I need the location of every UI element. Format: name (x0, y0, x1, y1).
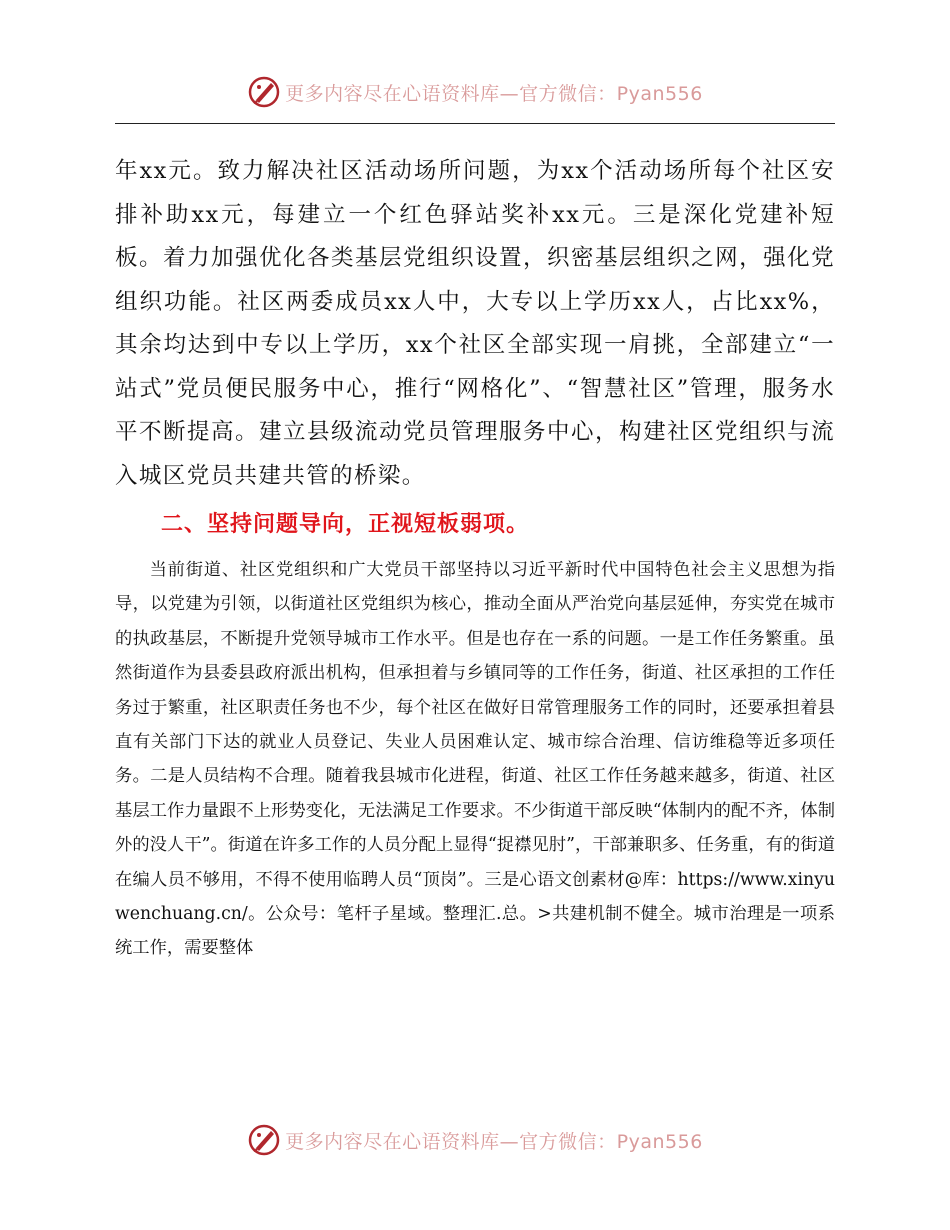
section-heading: 二、坚持问题导向，正视短板弱项。 (161, 512, 530, 537)
body-paragraph: 当前街道、社区党组织和广大党员干部坚持以习近平新时代中国特色社会主义思想为指导，以党建为引领，以街道社区党组织为核心，推动全面从严治党向基层延伸，夯实党在城市的执政基层，不断提升党领导城市工作水平。但是也存在一系的问题。一是工作任务繁重。虽然街道作为县委县政府派出机构，但承担着与乡镇同等的工作任务，街道、社区承担的工作任务过于繁重，社区职责任务也不少，每个社区在做好日常管理服务工作的同时，还要承担着县直有关部门下达的就业人员登记、失业人员困难认定、城市综合治理、信访维稳等近多项任务。二是人员结构不合理。随着我县城市化进程，街道、社区工作任务越来越多，街道、社区基层工作力量跟不上形势变化，无法满足工作要求。不少街道干部反映“体制内的配不齐，体制外的没人干”。街道在许多工作的人员分配上显得“捉襟见肘”，干部兼职多、任务重，有的街道在编人员不够用，不得不使用临聘人员“顶岗”。三是心语文创素材@库：https://www.xinyuwenchuang.cn/。公众号：笔杆子星域。整理汇.总。>共建机制不健全。城市治理是一项系统工作，需要整体 (115, 560, 835, 959)
footer-banner (0, 1120, 950, 1160)
header-divider (115, 123, 835, 124)
pen-seal-logo-icon (247, 75, 281, 109)
pen-seal-logo-icon (247, 1123, 281, 1157)
document-body (115, 150, 835, 966)
footer-banner-text: 更多内容尽在心语资料库—官方微信：Pyan556 (285, 1130, 703, 1153)
header-banner-text: 更多内容尽在心语资料库—官方微信：Pyan556 (285, 82, 703, 105)
intro-paragraph: 年xx元。致力解决社区活动场所问题，为xx个活动场所每个社区安排补助xx元，每建立一个红色驿站奖补xx元。三是深化党建补短板。着力加强优化各类基层党组织设置，织密基层组织之网，强化党组织功能。社区两委成员xx人中，大专以上学历xx人，占比xx%，其余均达到中专以上学历，xx个社区全部实现一肩挑，全部建立“一站式”党员便民服务中心，推行“网格化”、“智慧社区”管理，服务水平不断提高。建立县级流动党员管理服务中心，构建社区党组织与流入城区党员共建共管的桥梁。 (115, 158, 835, 489)
header-banner (0, 72, 950, 112)
